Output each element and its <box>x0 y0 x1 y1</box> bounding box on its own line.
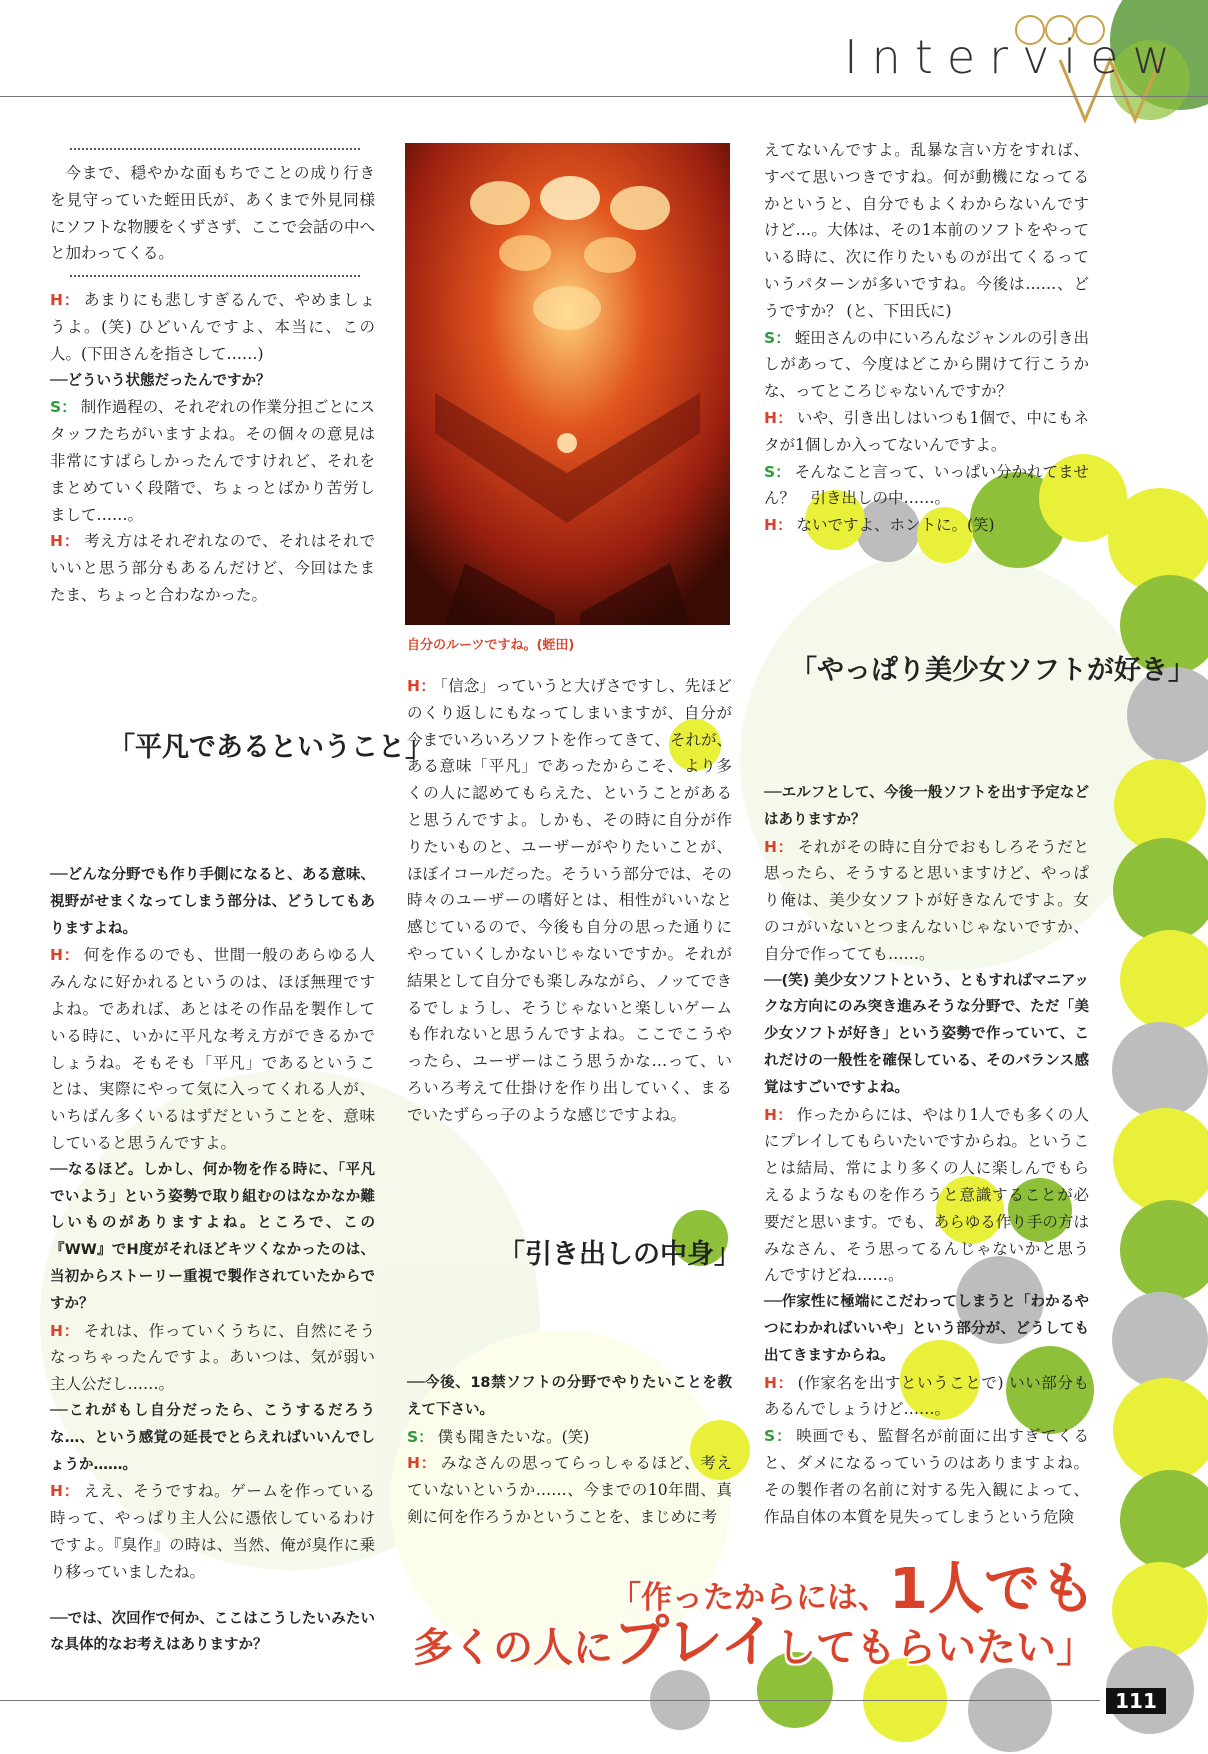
answer-h: H： 「信念」っていうと大げさですし、先ほどのくり返しにもなってしまいますが、自分が今までいろいろソフトを作ってきて、それが、ある意味「平凡」であったからこそ、より多くの人に認めてもらえた、ということがあると思うんですよ。しかも、その時に自分が作りたいものと、ユーザーがやりたいことが、ほぼイコールだった。そういう部分では、その時々のユーザーの嗜好とは、相性がいいなと感じているので、今後も自分の思った通りにやっていくしかないじゃないですか。それが結果として自分でも楽しみながら、ノッてできるでしょうし、そうじゃないと楽しいゲームも作れないと思うんですよね。ここでこうやったら、ユーザーはこう思うかな…って、いろいろ考えて仕掛けを作り出していく、まるでいたずらっ子のような感じですよね。 <box>407 677 732 1124</box>
answer-s: S： 蛭田さんの中にいろんなジャンルの引き出しがあって、今度はどこから開けて行こうかな、ってところじゃないんですか？ <box>764 328 1089 401</box>
speaker-label-s: S： <box>764 1427 793 1446</box>
pull-quote-line-1: 「作ったからには、1人でも <box>610 1557 1096 1622</box>
answer-h: H： (作家名を出すということで) いい部分もあるんでしょうけど……。 <box>764 1373 1089 1419</box>
speaker-label-h: H： <box>50 291 80 310</box>
speaker-label-h: H： <box>50 946 80 965</box>
speaker-label-h: H： <box>764 837 794 856</box>
answer-h: H： それは、作っていくうちに、自然にそうなっちゃったんですよ。あいつは、気が弱い主人公だし……。 <box>50 1321 375 1394</box>
header-title: Interview <box>844 30 1184 84</box>
speaker-label-s: S： <box>407 1427 434 1446</box>
column-1 <box>50 140 375 609</box>
footer-rule <box>0 1700 1100 1701</box>
column-2-lower <box>407 1370 732 1531</box>
answer-h: H： ええ、そうですね。ゲームを作っている時って、やっぱり主人公に憑依しているわけですよ。『臭作』の時は、当然、俺が臭作に乗り移っていましたね。 <box>50 1482 375 1581</box>
dotted-divider <box>70 148 360 150</box>
speaker-label-s: S： <box>50 398 77 417</box>
answer-h: H： 何を作るのでも、世間一般のあらゆる人みんなに好かれるというのは、ほぼ無理ですよね。であれば、あとはその作品を製作している時に、いかに平凡な考え方ができるかでしょうね。そもそも「平凡」であるということは、実際にやって気に入ってくれる人が、いちばん多くいるはずだということを、意味していると思うんですよ。 <box>50 946 375 1152</box>
speaker-label-h: H： <box>50 1482 80 1501</box>
speaker-label-s: S： <box>764 328 791 347</box>
answer-s: S： そんなこと言って、いっぱい分かれてません？ 引き出しの中……。 <box>764 462 1089 508</box>
answer-h-continued: えてないんですよ。乱暴な言い方をすれば、すべて思いつきですね。何が動機になってるかというと、自分でもよくわからないんですけど…。大体は、その1本前のソフトをやっている時に、次に作りたいものが出てくるっていうパターンが多いですね。今後は……、どうですか？ (と、下田氏に) <box>764 141 1089 320</box>
question: ──作家性に極端にこだわってしまうと「わかるやつにわかればいいや」という部分が、どうしても出てきますからね。 <box>764 1294 1089 1364</box>
answer-h: H： みなさんの思ってらっしゃるほど、考えていないというか……、今までの10年間、真剣に何を作ろうかということを、まじめに考 <box>407 1454 732 1526</box>
answer-h: H： 作ったからには、やはり1人でも多くの人にプレイしてもらいたいですからね。ということは結局、常により多くの人に楽しんでもらえるようなものを作ろうと意識することが必要だと思います。でも、あらゆる作り手の方はみなさん、そう思ってるんじゃないかと思うんですけどね……。 <box>764 1105 1089 1285</box>
answer-h: H： ないですよ、ホントに。(笑) <box>764 516 995 535</box>
question: ──(笑) 美少女ソフトという、ともすればマニアックな方向にのみ突き進みそうな分野で、ただ「美少女ソフトが好き」という姿勢で作っていて、これだけの一般性を確保している、そのバランス感覚はすごいですよね。 <box>764 972 1089 1096</box>
speaker-label-h: H： <box>50 532 80 551</box>
answer-s: S： 制作過程の、それぞれの作業分担ごとにスタッフたちがいますよね。その個々の意見は非常にすばらしかったんですけれど、それをまとめていく段階で、ちょっとばかり苦労しまして……。 <box>50 398 375 524</box>
header-rule <box>0 96 1208 97</box>
dotted-divider <box>70 275 360 277</box>
column-1-lower <box>50 862 375 1659</box>
pull-quote-line-2: 多くの人にプレイしてもらいたい」 <box>413 1610 1096 1675</box>
section-title-hikidashi: 「引き出しの中身」 <box>498 1239 741 1270</box>
answer-h: H： いや、引き出しはいつも1個で、中にもネタが1個しか入ってないんですよ。 <box>764 408 1089 454</box>
speaker-label-s: S： <box>764 462 791 481</box>
question: ──今後、18禁ソフトの分野でやりたいことを教えて下さい。 <box>407 1375 732 1418</box>
speaker-label-h: H： <box>407 1454 437 1473</box>
answer-h: H： 考え方はそれぞれなので、それはそれでいいと思う部分もあるんだけど、今回はたまたま、ちょっと合わなかった。 <box>50 532 375 604</box>
column-2 <box>407 673 732 1129</box>
section-title-heibon: 「平凡であるということ」 <box>108 732 432 763</box>
answer-s: S： 映画でも、監督名が前面に出すぎてくると、ダメになるっていうのはありますよね。その製作者の名前に対する先入観によって、作品自体の本質を見失ってしまうという危険 <box>764 1427 1089 1526</box>
page-number: 111 <box>1106 1688 1166 1714</box>
column-3-lower <box>764 780 1089 1530</box>
speaker-label-h: H： <box>764 1373 794 1392</box>
section-title-bishoujo: 「やっぱり美少女ソフトが好き」 <box>790 655 1195 686</box>
answer-h: H： あまりにも悲しすぎるんで、やめましょうよ。(笑) ひどいんですよ、本当に、この人。(下田さんを指さして……) <box>50 291 375 363</box>
question: ──では、次回作で何か、ここはこうしたいみたいな具体的なお考えはありますか？ <box>50 1610 375 1654</box>
photo-caption: 自分のルーツですね。(蛭田) <box>407 638 575 653</box>
answer-s: S： 僕も聞きたいな。(笑) <box>407 1427 590 1446</box>
speaker-label-h: H： <box>407 677 437 695</box>
question: ──どういう状態だったんですか？ <box>50 372 271 389</box>
lead-paragraph: 今まで、穏やかな面もちでことの成り行きを見守っていた蛭田氏が、あくまで外見同様にソフトな物腰をくずさず、ここで会話の中へと加わってくる。 <box>50 164 375 263</box>
question: ──エルフとして、今後一般ソフトを出す予定などはありますか？ <box>764 785 1089 828</box>
question: ──どんな分野でも作り手側になると、ある意味、視野がせまくなってしまう部分は、どうしてもありますよね。 <box>50 867 375 937</box>
speaker-label-h: H： <box>764 1105 793 1124</box>
answer-h: H： それがその時に自分でおもしろそうだと思ったら、そうすると思いますけど、やっぱり俺は、美少女ソフトが好きなんですよ。女のコがいないとつまんないじゃないですか、自分で作ってても……。 <box>764 837 1089 963</box>
speaker-label-h: H： <box>50 1321 80 1340</box>
column-3 <box>764 137 1089 539</box>
pinball-photo <box>405 143 730 625</box>
question: ──なるほど。しかし、何か物を作る時に、「平凡でいよう」という姿勢で取り組むのはなかなか難しいものがありますよね。ところで、この『WW』でH度がそれほどキツくなかったのは、当初からストーリー重視で製作されていたからですか？ <box>50 1161 375 1312</box>
speaker-label-h: H： <box>764 408 793 427</box>
speaker-label-h: H： <box>764 516 793 535</box>
question: ──これがもし自分だったら、こうするだろうな…、という感覚の延長でとらえればいいんでしょうか……。 <box>50 1402 375 1473</box>
